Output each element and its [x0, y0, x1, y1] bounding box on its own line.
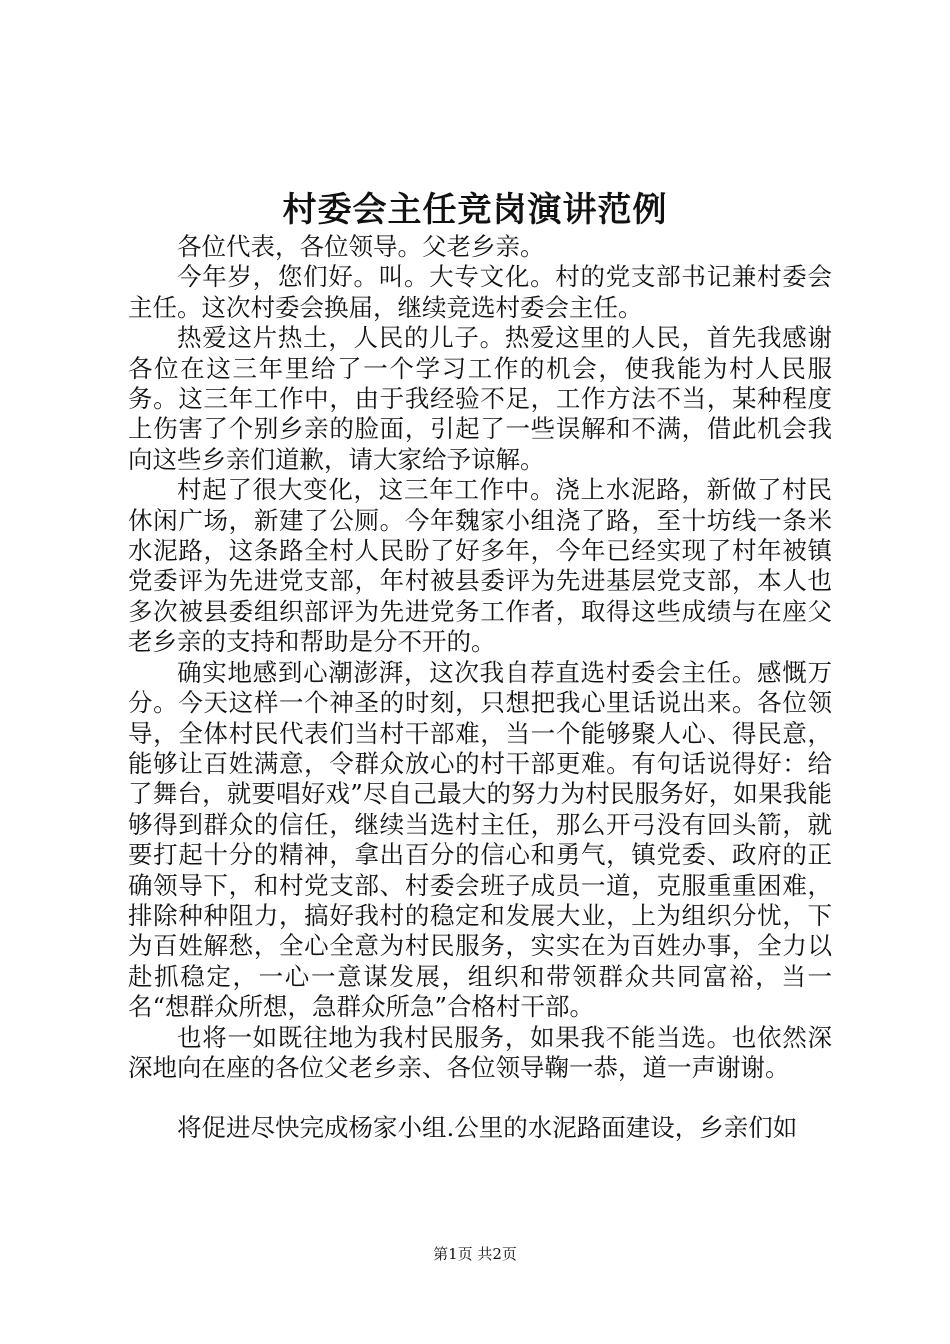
paragraph-introduction: 今年岁，您们好。叫。大专文化。村的党支部书记兼村委会主任。这次村委会换届，继续竞选村委会主任。: [128, 262, 832, 322]
paragraph-closing: 也将一如既往地为我村民服务，如果我不能当选。也依然深深地向在座的各位父老乡亲、各位领导鞠一恭，道一声谢谢。: [128, 1022, 832, 1082]
page-title: 村委会主任竞岗演讲范例: [282, 190, 668, 230]
document-body: [128, 232, 832, 1144]
paragraph-achievements: 村起了很大变化，这三年工作中。浇上水泥路，新做了村民休闲广场，新建了公厕。今年魏家小组浇了路，至十坊线一条米水泥路，这条路全村人民盼了好多年，今年已经实现了村年被镇党委评为先进党支部，年村被县委评为先进基层党支部，本人也多次被县委组织部评为先进党务工作者，取得这些成绩与在座父老乡亲的支持和帮助是分不开的。: [128, 475, 832, 657]
paragraph-gap: [128, 1083, 832, 1113]
page-footer: 第1页 共2页: [433, 1245, 517, 1263]
paragraph-greeting: 各位代表，各位领导。父老乡亲。: [177, 232, 545, 261]
paragraph-thanks: 热爱这片热土，人民的儿子。热爱这里的人民，首先我感谢各位在这三年里给了一个学习工作的机会，使我能为村人民服务。这三年工作中，由于我经验不足，工作方法不当，某种程度上伤害了个别乡亲的脸面，引起了一些误解和不满，借此机会我向这些乡亲们道歉，请大家给予谅解。: [128, 323, 832, 474]
paragraph-commitment: 确实地感到心潮澎湃，这次我自荐直选村委会主任。感慨万分。今天这样一个神圣的时刻，只想把我心里话说出来。各位领导，全体村民代表们当村干部难，当一个能够聚人心、得民意，能够让百姓满意，令群众放心的村干部更难。有句话说得好：给了舞台，就要唱好戏”尽自己最大的努力为村民服务好，如果我能够得到群众的信任，继续当选村主任，那么开弓没有回头箭，就要打起十分的精神，拿出百分的信心和勇气，镇党委、政府的正确领导下，和村党支部、村委会班子成员一道，克服重重困难，排除种种阻力，搞好我村的稳定和发展大业，上为组织分忧，下为百姓解愁，全心全意为村民服务，实实在为百姓办事，全力以赴抓稳定，一心一意谋发展，组织和带领群众共同富裕，当一名“想群众所想，急群众所急”合格村干部。: [128, 657, 832, 1022]
paragraph-continuation: 将促进尽快完成杨家小组.公里的水泥路面建设，乡亲们如: [177, 1113, 798, 1143]
